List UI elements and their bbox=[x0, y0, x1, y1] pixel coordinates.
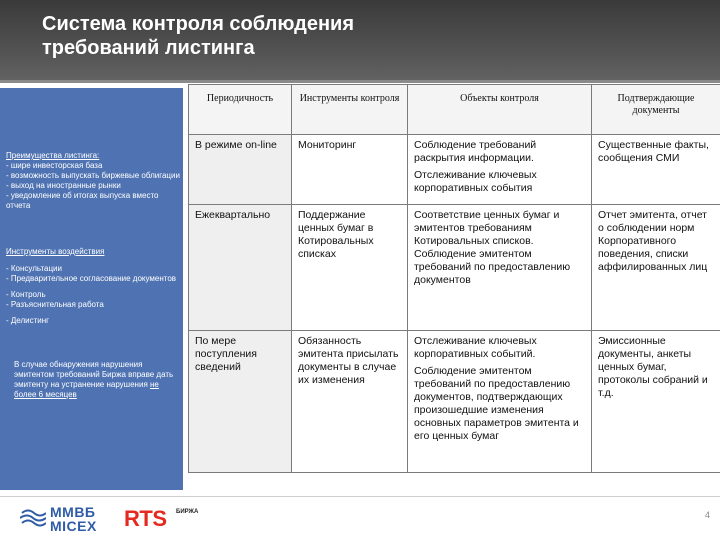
table-row bbox=[189, 205, 720, 331]
cell-documents: Существенные факты, сообщения СМИ bbox=[592, 135, 720, 205]
footer-rule bbox=[0, 496, 720, 497]
rts-logo-subtitle: БИРЖА bbox=[176, 509, 199, 515]
advantages-block bbox=[6, 151, 180, 211]
header-period: Периодичность bbox=[189, 85, 292, 135]
tool-item: - Разъяснительная работа bbox=[6, 300, 104, 309]
cell-tools: Поддержание ценных бумаг в Котировальных списках bbox=[292, 205, 408, 331]
cell-objects bbox=[408, 205, 592, 331]
cell-objects bbox=[408, 331, 592, 473]
page-number: 4 bbox=[705, 510, 711, 520]
delisting-note bbox=[14, 360, 178, 400]
cell-documents: Отчет эмитента, отчет о соблюдении норм Корпоративного поведения, списки аффилированных лиц bbox=[592, 205, 720, 331]
advantage-item: - возможность выпускать биржевые облигации bbox=[6, 171, 180, 180]
tool-item: - Делистинг bbox=[6, 316, 50, 325]
cell-period: По мере поступления сведений bbox=[189, 331, 292, 473]
micex-logo bbox=[20, 504, 118, 534]
delisting-note-emphasis: не более 6 месяцев bbox=[14, 380, 159, 399]
cell-objects bbox=[408, 135, 592, 205]
slide-header bbox=[0, 0, 720, 80]
header-divider bbox=[0, 80, 720, 83]
cell-tools: Обязанность эмитента присылать документы в случае их изменения bbox=[292, 331, 408, 473]
advantage-item: - уведомление об итогах выпуска вместо отчета bbox=[6, 191, 159, 210]
table-header-row bbox=[189, 85, 720, 135]
micex-logo-ru: ММВБ bbox=[50, 504, 96, 520]
tools-heading: Инструменты воздействия bbox=[6, 247, 105, 256]
cell-objects-line: Отслеживание ключевых корпоративных событий. bbox=[414, 335, 537, 360]
advantage-item: - выход на иностранные рынки bbox=[6, 181, 121, 190]
cell-objects-line: Отслеживание ключевых корпоративных события bbox=[414, 169, 537, 194]
cell-documents: Эмиссионные документы, анкеты ценных бумаг, протоколы собраний и т.д. bbox=[592, 331, 720, 473]
rts-logo-text: RTS bbox=[124, 506, 167, 531]
cell-tools: Мониторинг bbox=[292, 135, 408, 205]
advantages-heading: Преимущества листинга: bbox=[6, 151, 100, 160]
delisting-note-text: В случае обнаружения нарушения эмитентом требований Биржа вправе дать эмитенту на устранение нарушения bbox=[14, 360, 174, 389]
tool-item: - Контроль bbox=[6, 290, 46, 299]
control-table bbox=[188, 84, 720, 473]
table-row bbox=[189, 135, 720, 205]
tool-item: - Предварительное согласование документов bbox=[6, 274, 177, 283]
slide-title bbox=[42, 12, 462, 60]
table-row bbox=[189, 331, 720, 473]
header-objects: Объекты контроля bbox=[408, 85, 592, 135]
header-documents: Подтверждающие документы bbox=[592, 85, 720, 135]
tool-item: - Консультации bbox=[6, 264, 62, 273]
slide-title-line-1: Система контроля соблюдения bbox=[42, 13, 355, 35]
tools-block bbox=[6, 247, 180, 326]
cell-objects-line: Соблюдение эмитентом требований по предоставлению документов, подтверждающих произошедшие изменения основных параметров эмитента и его ценных бумаг bbox=[414, 365, 579, 442]
cell-period: В режиме on-line bbox=[189, 135, 292, 205]
cell-objects-line: Соблюдение требований раскрытия информации. bbox=[414, 139, 537, 164]
cell-period: Ежеквартально bbox=[189, 205, 292, 331]
sidebar-panel bbox=[0, 88, 183, 490]
advantage-item: - шире инвесторская база bbox=[6, 161, 103, 170]
cell-objects-line: Соответствие ценных бумаг и эмитентов требованиям Котировальных списков. Соблюдение эмитентом требований по предоставлению документов bbox=[414, 209, 571, 286]
slide-title-line-2: требований листинга bbox=[42, 37, 255, 59]
header-tools: Инструменты контроля bbox=[292, 85, 408, 135]
micex-wave-icon bbox=[20, 507, 46, 529]
micex-logo-en: MICEX bbox=[50, 518, 97, 534]
